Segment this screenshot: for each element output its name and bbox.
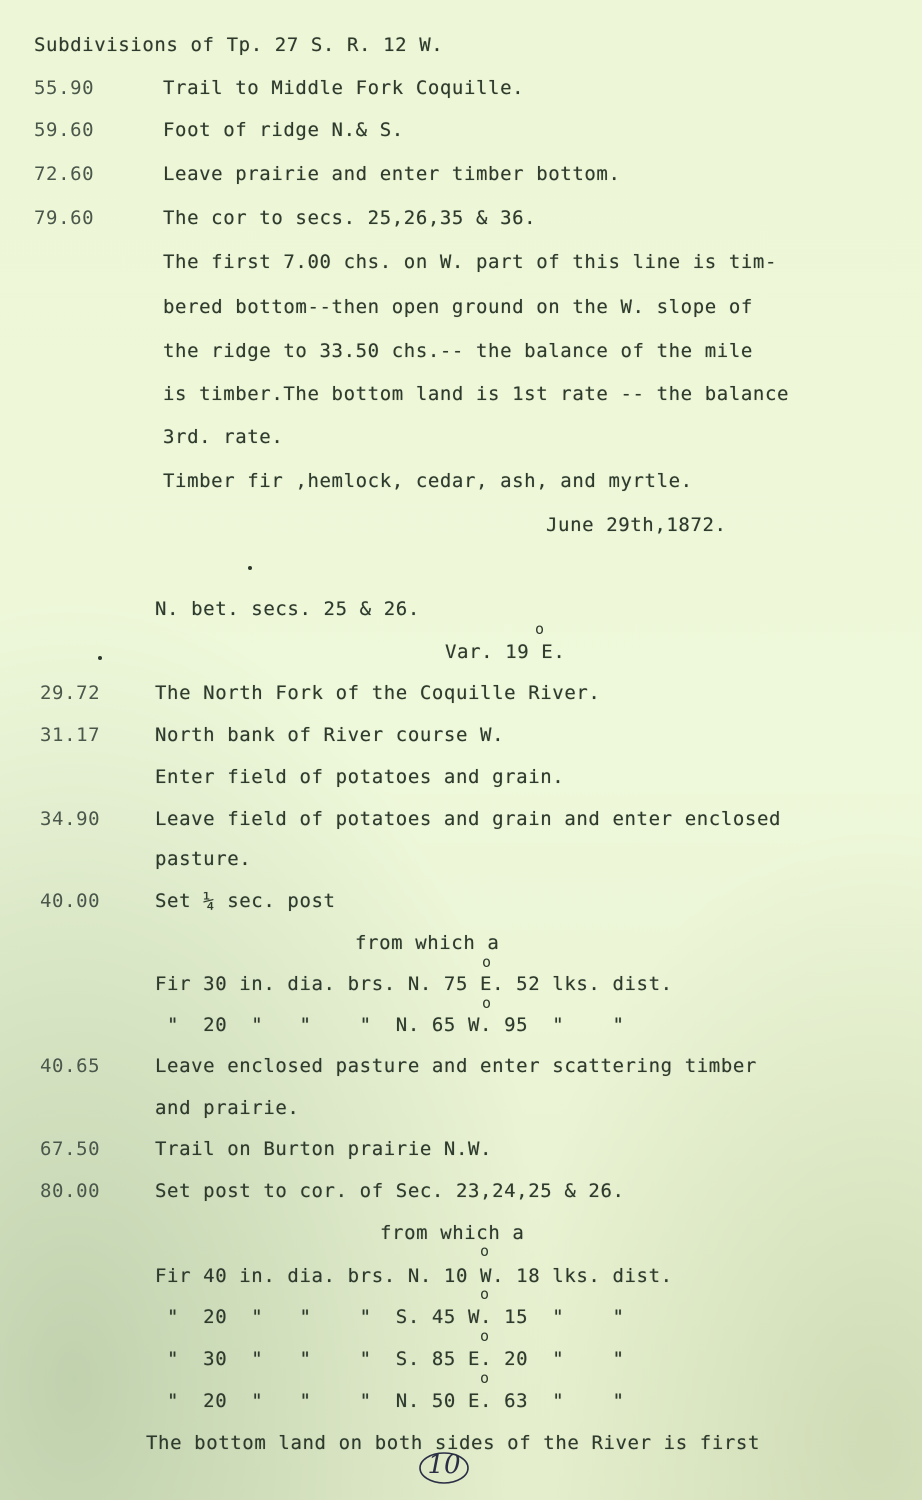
bearing-line: Fir 40 in. dia. brs. N. 10 W. 18 lks. dist. <box>155 1265 673 1287</box>
degree-mark: o <box>480 1369 490 1387</box>
section-heading: N. bet. secs. 25 & 26. <box>155 598 420 620</box>
degree-mark: o <box>535 620 545 638</box>
chain-value: 40.65 <box>40 1055 101 1077</box>
page-number <box>414 1448 474 1488</box>
date-line: June 29th,1872. <box>546 514 727 536</box>
chain-value: 34.90 <box>40 808 101 830</box>
description-line: 3rd. rate. <box>163 426 284 448</box>
entry-text: Foot of ridge N.& S. <box>163 119 404 141</box>
entry-text: Leave prairie and enter timber bottom. <box>163 163 621 185</box>
bearing-line: " 30 " " " S. 85 E. 20 " " <box>155 1348 625 1370</box>
entry-text: Leave enclosed pasture and enter scattering timber <box>155 1055 757 1077</box>
ink-dot <box>98 656 102 660</box>
description-line: bered bottom--then open ground on the W. slope of <box>163 296 753 318</box>
bearing-line: " 20 " " " N. 65 W. 95 " " <box>155 1014 625 1036</box>
entry-text: Enter field of potatoes and grain. <box>155 766 565 788</box>
entry-text: Leave field of potatoes and grain and enter enclosed <box>155 808 782 830</box>
bearing-line: Fir 30 in. dia. brs. N. 75 E. 52 lks. dist. <box>155 973 673 995</box>
description-line: The first 7.00 chs. on W. part of this line is tim- <box>163 251 777 273</box>
degree-mark: o <box>482 953 492 971</box>
from-which-line: from which a <box>355 932 500 954</box>
from-which-line: from which a <box>380 1222 525 1244</box>
chain-value: 80.00 <box>40 1180 101 1202</box>
chain-value: 67.50 <box>40 1138 101 1160</box>
chain-value: 55.90 <box>34 77 95 99</box>
entry-text: Trail to Middle Fork Coquille. <box>163 77 525 99</box>
chain-value: 31.17 <box>40 724 101 746</box>
chain-value: 72.60 <box>34 163 95 185</box>
description-line: the ridge to 33.50 chs.-- the balance of the mile <box>163 340 753 362</box>
chain-value: 40.00 <box>40 890 101 912</box>
page-header: Subdivisions of Tp. 27 S. R. 12 W. <box>34 34 444 56</box>
variation-line: Var. 19 E. <box>445 641 566 663</box>
chain-value: 29.72 <box>40 682 101 704</box>
entry-text: The North Fork of the Coquille River. <box>155 682 601 704</box>
timber-line: Timber fir ,hemlock, cedar, ash, and myrtle. <box>163 470 693 492</box>
degree-mark: o <box>480 1285 490 1303</box>
entry-text: North bank of River course W. <box>155 724 505 746</box>
degree-mark: o <box>480 1327 490 1345</box>
degree-mark: o <box>480 1242 490 1260</box>
chain-value: 79.60 <box>34 207 95 229</box>
entry-text: Set ¼ sec. post <box>155 890 336 912</box>
degree-mark: o <box>482 994 492 1012</box>
entry-text: Set post to cor. of Sec. 23,24,25 & 26. <box>155 1180 625 1202</box>
entry-text: pasture. <box>155 848 252 870</box>
page-number-text: 10 <box>427 1450 461 1480</box>
description-line: is timber.The bottom land is 1st rate -- the balance <box>163 383 790 405</box>
chain-value: 59.60 <box>34 119 95 141</box>
bearing-line: " 20 " " " N. 50 E. 63 " " <box>155 1390 625 1412</box>
bearing-line: " 20 " " " S. 45 W. 15 " " <box>155 1306 625 1328</box>
entry-text: The cor to secs. 25,26,35 & 36. <box>163 207 537 229</box>
closing-line: The bottom land on both sides of the River is first <box>146 1432 760 1454</box>
ink-dot <box>248 566 252 570</box>
entry-text: and prairie. <box>155 1097 300 1119</box>
entry-text: Trail on Burton prairie N.W. <box>155 1138 493 1160</box>
